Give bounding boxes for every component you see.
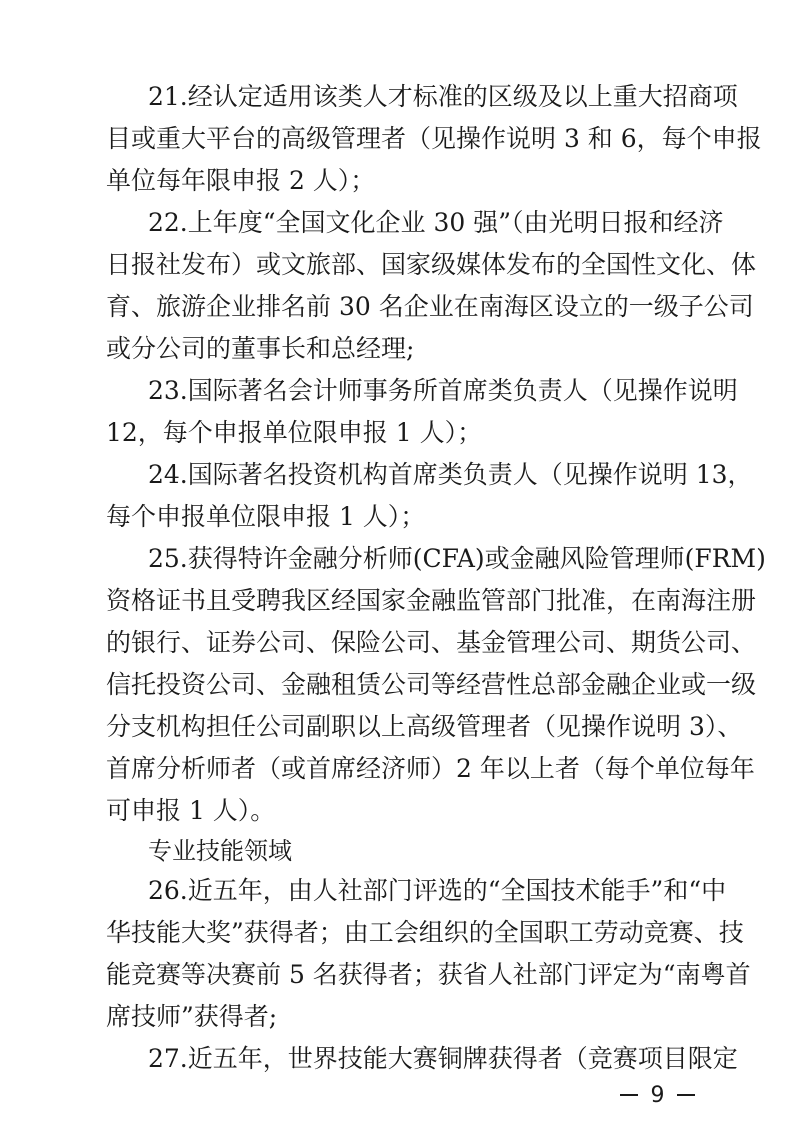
item-22-line-4: 或分公司的董事长和总经理; — [106, 334, 415, 363]
item-22-line-3: 育、旅游企业排名前 30 名企业在南海区设立的一级子公司 — [106, 292, 754, 321]
page-number-right-dash — [677, 1094, 695, 1096]
item-21-line-3: 单位每年限申报 2 人）； — [106, 166, 376, 195]
item-24-line-2: 每个申报单位限申报 1 人）； — [106, 502, 426, 531]
item-25-line-7: 可申报 1 人）。 — [106, 796, 276, 825]
item-27-line-1: 27.近五年，世界技能大赛铜牌获得者（竞赛项目限定 — [148, 1044, 738, 1073]
item-23-line-1: 23.国际著名会计师事务所首席类负责人（见操作说明 — [148, 376, 738, 405]
item-25-line-4: 信托投资公司、金融租赁公司等经营性总部金融企业或一级 — [106, 670, 757, 699]
item-25-line-2: 资格证书且受聘我区经国家金融监管部门批准，在南海注册 — [106, 586, 757, 615]
item-21-line-2: 目或重大平台的高级管理者（见操作说明 3 和 6，每个申报 — [106, 124, 762, 153]
item-21-line-1: 21.经认定适用该类人才标准的区级及以上重大招商项 — [148, 82, 738, 111]
item-23-line-2: 12，每个申报单位限申报 1 人）； — [106, 418, 483, 447]
page-number — [620, 1080, 695, 1110]
section-heading: 专业技能领域 — [148, 837, 292, 865]
item-22-line-1: 22.上年度“全国文化企业 30 强”（由光明日报和经济 — [148, 208, 724, 237]
item-25-line-3: 的银行、证券公司、保险公司、基金管理公司、期货公司、 — [106, 628, 757, 657]
item-26-line-3: 能竞赛等决赛前 5 名获得者；获省人社部门评定为“南粤首 — [106, 960, 751, 989]
item-25-line-5: 分支机构担任公司副职以上高级管理者（见操作说明 3）、 — [106, 712, 743, 741]
page-number-left-dash — [620, 1094, 638, 1096]
item-22-line-2: 日报社发布）或文旅部、国家级媒体发布的全国性文化、体 — [106, 250, 757, 279]
page-number-value: 9 — [650, 1082, 665, 1108]
item-26-line-4: 席技师”获得者; — [106, 1002, 278, 1031]
item-26-line-1: 26.近五年，由人社部门评选的“全国技术能手”和“中 — [148, 876, 727, 905]
item-25-line-1: 25.获得特许金融分析师(CFA)或金融风险管理师(FRM) — [148, 544, 766, 573]
item-24-line-1: 24.国际著名投资机构首席类负责人（见操作说明 13， — [148, 460, 753, 489]
item-26-line-2: 华技能大奖”获得者；由工会组织的全国职工劳动竞赛、技 — [106, 918, 744, 947]
item-25-line-6: 首席分析师者（或首席经济师）2 年以上者（每个单位每年 — [106, 754, 755, 783]
